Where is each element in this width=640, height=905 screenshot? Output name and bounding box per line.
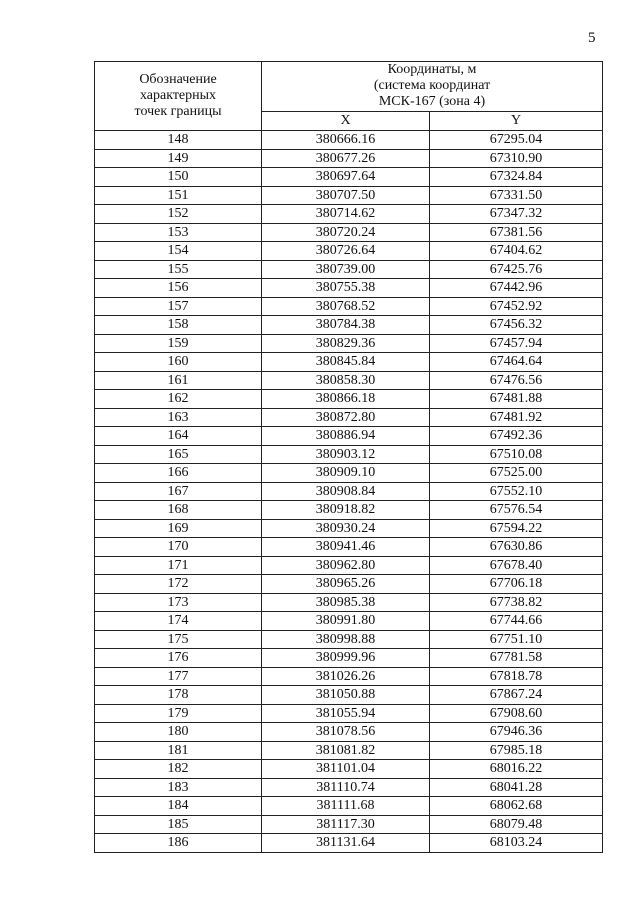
page-number: 5	[588, 30, 596, 46]
point-cell: 173	[95, 593, 262, 612]
table-header	[95, 62, 603, 131]
table-row	[95, 223, 603, 242]
x-coordinate-cell: 380707.50	[262, 186, 430, 205]
y-coordinate-cell: 67510.08	[430, 445, 603, 464]
y-coordinate-cell: 67464.64	[430, 353, 603, 372]
point-cell: 158	[95, 316, 262, 335]
table-body	[95, 131, 603, 853]
table-row	[95, 464, 603, 483]
point-cell: 175	[95, 630, 262, 649]
coordinates-header	[262, 62, 603, 112]
y-coordinate-cell: 67442.96	[430, 279, 603, 298]
table-row	[95, 519, 603, 538]
table-row	[95, 297, 603, 316]
y-coordinate-cell: 67985.18	[430, 741, 603, 760]
table-row	[95, 741, 603, 760]
x-coordinate-cell: 381081.82	[262, 741, 430, 760]
x-coordinate-cell: 380991.80	[262, 612, 430, 631]
point-cell: 172	[95, 575, 262, 594]
x-coordinate-cell: 380768.52	[262, 297, 430, 316]
x-coordinate-cell: 380872.80	[262, 408, 430, 427]
coords-header-line: Координаты, м	[387, 62, 477, 78]
x-coordinate-cell: 381101.04	[262, 760, 430, 779]
point-cell: 181	[95, 741, 262, 760]
point-cell: 166	[95, 464, 262, 483]
y-coordinate-cell: 67381.56	[430, 223, 603, 242]
point-cell: 178	[95, 686, 262, 705]
y-coordinate-cell: 68062.68	[430, 797, 603, 816]
point-cell: 161	[95, 371, 262, 390]
point-cell: 153	[95, 223, 262, 242]
y-coordinate-cell: 67295.04	[430, 131, 603, 150]
x-coordinate-cell: 380845.84	[262, 353, 430, 372]
y-coordinate-cell: 67867.24	[430, 686, 603, 705]
point-cell: 167	[95, 482, 262, 501]
table-row	[95, 168, 603, 187]
y-coordinate-cell: 67347.32	[430, 205, 603, 224]
point-cell: 182	[95, 760, 262, 779]
coords-header-line: (система координат	[373, 78, 491, 94]
point-cell: 170	[95, 538, 262, 557]
x-coordinate-cell: 380784.38	[262, 316, 430, 335]
y-coordinate-cell: 68079.48	[430, 815, 603, 834]
x-coordinate-cell: 380962.80	[262, 556, 430, 575]
table-row	[95, 797, 603, 816]
table-row	[95, 593, 603, 612]
table-row	[95, 667, 603, 686]
point-cell: 176	[95, 649, 262, 668]
y-coordinate-cell: 67492.36	[430, 427, 603, 446]
point-cell: 171	[95, 556, 262, 575]
x-coordinate-cell: 381026.26	[262, 667, 430, 686]
table-row	[95, 575, 603, 594]
y-coordinate-cell: 67525.00	[430, 464, 603, 483]
y-coordinate-cell: 67576.54	[430, 501, 603, 520]
y-coordinate-cell: 67481.88	[430, 390, 603, 409]
table-row	[95, 242, 603, 261]
x-coordinate-cell: 380930.24	[262, 519, 430, 538]
table-row	[95, 131, 603, 150]
point-cell: 152	[95, 205, 262, 224]
y-coordinate-cell: 67630.86	[430, 538, 603, 557]
table-row	[95, 149, 603, 168]
y-coordinate-cell: 67552.10	[430, 482, 603, 501]
x-coordinate-cell: 381050.88	[262, 686, 430, 705]
y-coordinate-cell: 67908.60	[430, 704, 603, 723]
point-cell: 168	[95, 501, 262, 520]
table-row	[95, 445, 603, 464]
table-row	[95, 501, 603, 520]
table-row	[95, 353, 603, 372]
x-coordinate-cell: 380866.18	[262, 390, 430, 409]
x-coordinate-cell: 380714.62	[262, 205, 430, 224]
y-coordinate-cell: 67452.92	[430, 297, 603, 316]
x-coordinate-cell: 380941.46	[262, 538, 430, 557]
x-coordinate-cell: 380858.30	[262, 371, 430, 390]
table-row	[95, 279, 603, 298]
x-coordinate-cell: 380998.88	[262, 630, 430, 649]
table-row	[95, 538, 603, 557]
y-coordinate-cell: 67456.32	[430, 316, 603, 335]
y-coordinate-cell: 67404.62	[430, 242, 603, 261]
x-coordinate-cell: 380720.24	[262, 223, 430, 242]
table-row	[95, 205, 603, 224]
table-row	[95, 316, 603, 335]
table-row	[95, 612, 603, 631]
table-row	[95, 834, 603, 853]
table-row	[95, 260, 603, 279]
point-cell: 183	[95, 778, 262, 797]
point-cell: 177	[95, 667, 262, 686]
table-row	[95, 371, 603, 390]
point-cell: 164	[95, 427, 262, 446]
point-cell: 163	[95, 408, 262, 427]
x-coordinate-cell: 381111.68	[262, 797, 430, 816]
table-row	[95, 704, 603, 723]
table-row	[95, 408, 603, 427]
x-coordinate-cell: 380985.38	[262, 593, 430, 612]
point-cell: 156	[95, 279, 262, 298]
y-coordinate-cell: 68041.28	[430, 778, 603, 797]
point-cell: 174	[95, 612, 262, 631]
x-coordinate-cell: 381131.64	[262, 834, 430, 853]
y-coordinate-cell: 68103.24	[430, 834, 603, 853]
point-cell: 185	[95, 815, 262, 834]
table-row	[95, 427, 603, 446]
x-coordinate-cell: 380697.64	[262, 168, 430, 187]
table-row	[95, 186, 603, 205]
point-header-line: характерных	[139, 88, 217, 103]
x-coordinate-cell: 380755.38	[262, 279, 430, 298]
y-coordinate-cell: 67751.10	[430, 630, 603, 649]
y-coordinate-cell: 67425.76	[430, 260, 603, 279]
point-cell: 159	[95, 334, 262, 353]
table-row	[95, 649, 603, 668]
point-cell: 157	[95, 297, 262, 316]
point-header-line: точек границы	[134, 104, 222, 119]
x-coordinate-cell: 380886.94	[262, 427, 430, 446]
x-coordinate-cell: 380909.10	[262, 464, 430, 483]
x-coordinate-cell: 381078.56	[262, 723, 430, 742]
x-coordinate-cell: 380829.36	[262, 334, 430, 353]
coords-header-line: МСК-167 (зона 4)	[378, 94, 486, 110]
y-coordinate-cell: 67781.58	[430, 649, 603, 668]
y-coordinate-cell: 67744.66	[430, 612, 603, 631]
point-cell: 184	[95, 797, 262, 816]
table-row	[95, 686, 603, 705]
point-cell: 149	[95, 149, 262, 168]
point-designation-header	[95, 62, 262, 131]
y-coordinate-cell: 67946.36	[430, 723, 603, 742]
y-coordinate-cell: 67324.84	[430, 168, 603, 187]
y-column-header: Y	[430, 111, 603, 130]
y-coordinate-cell: 67706.18	[430, 575, 603, 594]
point-cell: 162	[95, 390, 262, 409]
x-coordinate-cell: 380918.82	[262, 501, 430, 520]
table-row	[95, 723, 603, 742]
x-coordinate-cell: 380908.84	[262, 482, 430, 501]
point-cell: 180	[95, 723, 262, 742]
point-cell: 160	[95, 353, 262, 372]
table-row	[95, 334, 603, 353]
table-row	[95, 815, 603, 834]
y-coordinate-cell: 68016.22	[430, 760, 603, 779]
point-cell: 150	[95, 168, 262, 187]
x-coordinate-cell: 380999.96	[262, 649, 430, 668]
boundary-points-table	[94, 61, 603, 853]
table-row	[95, 630, 603, 649]
y-coordinate-cell: 67678.40	[430, 556, 603, 575]
point-cell: 179	[95, 704, 262, 723]
point-cell: 154	[95, 242, 262, 261]
y-coordinate-cell: 67310.90	[430, 149, 603, 168]
point-cell: 165	[95, 445, 262, 464]
y-coordinate-cell: 67476.56	[430, 371, 603, 390]
x-coordinate-cell: 381117.30	[262, 815, 430, 834]
point-cell: 186	[95, 834, 262, 853]
x-column-header: X	[262, 111, 430, 130]
x-coordinate-cell: 380666.16	[262, 131, 430, 150]
y-coordinate-cell: 67594.22	[430, 519, 603, 538]
x-coordinate-cell: 381110.74	[262, 778, 430, 797]
table-row	[95, 760, 603, 779]
table-row	[95, 482, 603, 501]
table-row	[95, 778, 603, 797]
y-coordinate-cell: 67331.50	[430, 186, 603, 205]
x-coordinate-cell: 380726.64	[262, 242, 430, 261]
y-coordinate-cell: 67457.94	[430, 334, 603, 353]
x-coordinate-cell: 380739.00	[262, 260, 430, 279]
point-cell: 169	[95, 519, 262, 538]
point-cell: 151	[95, 186, 262, 205]
x-coordinate-cell: 380903.12	[262, 445, 430, 464]
point-header-line: Обозначение	[139, 72, 217, 87]
x-coordinate-cell: 381055.94	[262, 704, 430, 723]
table-row	[95, 390, 603, 409]
x-coordinate-cell: 380965.26	[262, 575, 430, 594]
point-cell: 148	[95, 131, 262, 150]
point-cell: 155	[95, 260, 262, 279]
y-coordinate-cell: 67818.78	[430, 667, 603, 686]
table-row	[95, 556, 603, 575]
x-coordinate-cell: 380677.26	[262, 149, 430, 168]
y-coordinate-cell: 67481.92	[430, 408, 603, 427]
y-coordinate-cell: 67738.82	[430, 593, 603, 612]
